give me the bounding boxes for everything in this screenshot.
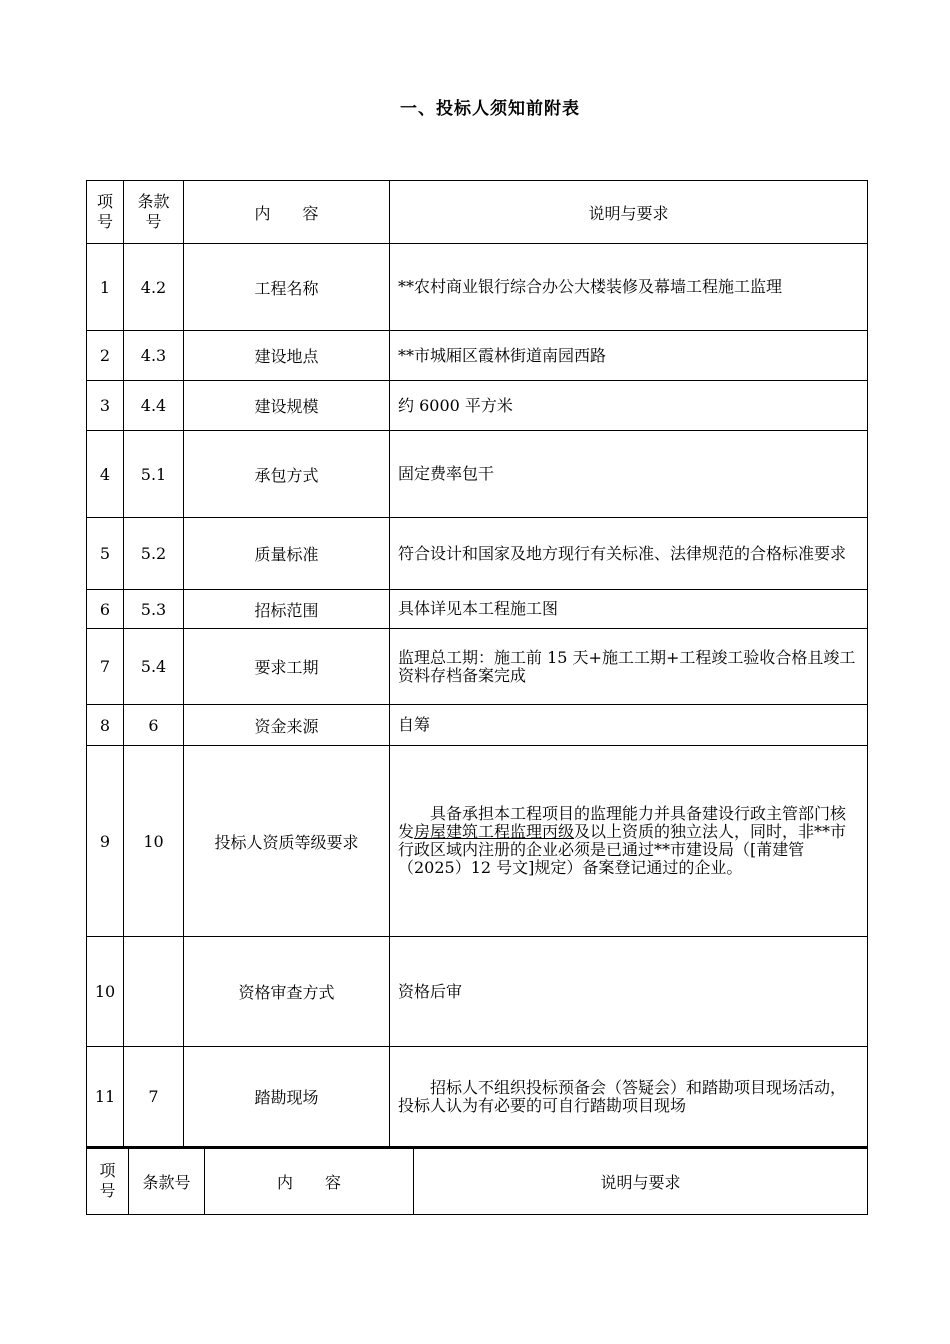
row-desc: **市城厢区霞林街道南园西路 [390, 331, 868, 381]
row-item: 资金来源 [184, 705, 390, 746]
header-clause-no: 条款号 [129, 1148, 205, 1214]
row-item: 质量标准 [184, 518, 390, 590]
row-no: 6 [87, 590, 124, 629]
row-no: 2 [87, 331, 124, 381]
table-row [87, 590, 868, 629]
qualification-level-underlined: 房屋建筑工程监理丙级 [414, 822, 575, 841]
header-item-no: 项 号 [87, 1148, 129, 1214]
row-clause [124, 937, 184, 1047]
table-row [87, 431, 868, 518]
row-item: 投标人资质等级要求 [184, 746, 390, 937]
continuation-header-table [86, 1147, 868, 1215]
row-no: 8 [87, 705, 124, 746]
row-no: 9 [87, 746, 124, 937]
table-row [87, 705, 868, 746]
header-description: 说明与要求 [414, 1148, 868, 1214]
table-row [87, 518, 868, 590]
row-item: 工程名称 [184, 244, 390, 331]
header-content: 内 容 [184, 181, 390, 244]
row-item: 承包方式 [184, 431, 390, 518]
row-desc: **农村商业银行综合办公大楼装修及幕墙工程施工监理 [390, 244, 868, 331]
table-row [87, 331, 868, 381]
row-no: 1 [87, 244, 124, 331]
header-clause-no: 条款 号 [124, 181, 184, 244]
row-no: 4 [87, 431, 124, 518]
row-clause: 4.3 [124, 331, 184, 381]
table-row [87, 1047, 868, 1147]
row-desc: 约 6000 平方米 [390, 381, 868, 431]
row-desc: 固定费率包干 [390, 431, 868, 518]
table-row [87, 937, 868, 1047]
row-no: 11 [87, 1047, 124, 1147]
table-row [87, 244, 868, 331]
row-no: 3 [87, 381, 124, 431]
row-no: 7 [87, 629, 124, 705]
row-desc: 资格后审 [390, 937, 868, 1047]
row-clause: 5.1 [124, 431, 184, 518]
row-clause: 5.4 [124, 629, 184, 705]
row-item: 建设地点 [184, 331, 390, 381]
table-header-row [87, 181, 868, 244]
row-clause: 4.4 [124, 381, 184, 431]
bid-notice-table [86, 180, 868, 1147]
row-clause: 4.2 [124, 244, 184, 331]
page-title: 一、投标人须知前附表 [400, 99, 580, 119]
header-content: 内 容 [205, 1148, 414, 1214]
row-clause: 5.2 [124, 518, 184, 590]
row-desc: 符合设计和国家及地方现行有关标准、法律规范的合格标准要求 [390, 518, 868, 590]
row-no: 5 [87, 518, 124, 590]
row-desc: 具体详见本工程施工图 [390, 590, 868, 629]
row-desc: 自筹 [390, 705, 868, 746]
row-item: 建设规模 [184, 381, 390, 431]
row-desc: 具备承担本工程项目的监理能力并具备建设行政主管部门核发房屋建筑工程监理丙级及以上资质的独立法人，同时，非**市行政区域内注册的企业必须是已通过**市建设局（[莆建管（2025）12 号文]规定）备案登记通过的企业。 [390, 746, 868, 937]
row-clause: 6 [124, 705, 184, 746]
row-item: 踏勘现场 [184, 1047, 390, 1147]
table-row [87, 381, 868, 431]
row-item: 招标范围 [184, 590, 390, 629]
table-row [87, 629, 868, 705]
row-clause: 10 [124, 746, 184, 937]
row-item: 要求工期 [184, 629, 390, 705]
row-clause: 7 [124, 1047, 184, 1147]
header-item-no: 项 号 [87, 181, 124, 244]
header-description: 说明与要求 [390, 181, 868, 244]
row-no: 10 [87, 937, 124, 1047]
row-item: 资格审查方式 [184, 937, 390, 1047]
row-clause: 5.3 [124, 590, 184, 629]
table-row [87, 746, 868, 937]
row-desc: 监理总工期：施工前 15 天+施工工期+工程竣工验收合格且竣工资料存档备案完成 [390, 629, 868, 705]
row-desc: 招标人不组织投标预备会（答疑会）和踏勘项目现场活动，投标人认为有必要的可自行踏勘项目现场 [390, 1047, 868, 1147]
table-header-row [87, 1148, 868, 1214]
